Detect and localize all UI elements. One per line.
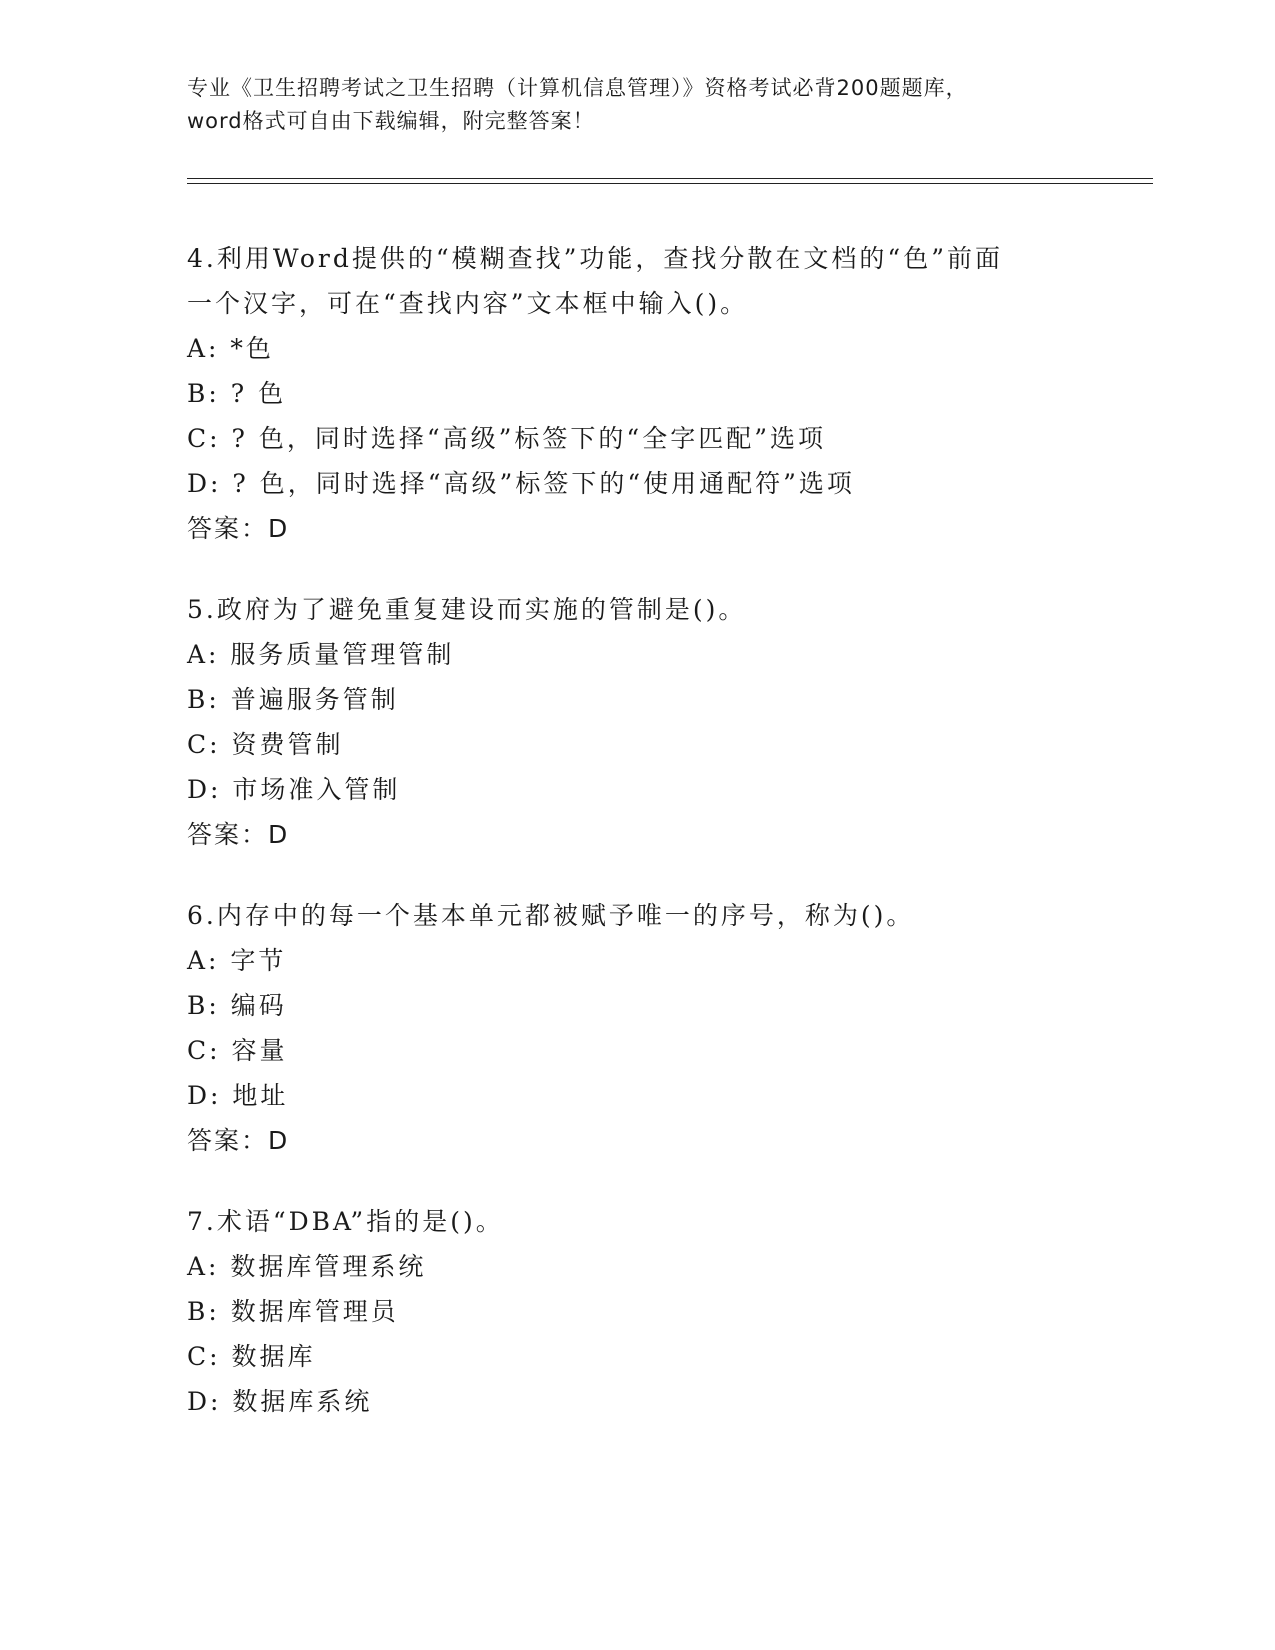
question-stem-line: 一个汉字，可在“查找内容”文本框中输入()。 (187, 289, 749, 318)
option-a: A: 服务质量管理管制 (187, 640, 455, 669)
option-a: A: 字节 (187, 946, 287, 975)
question-4 (187, 236, 1167, 551)
option-b: B: 普遍服务管制 (187, 685, 399, 714)
question-6 (187, 893, 1167, 1163)
question-stem-line: 7.术语“DBA”指的是()。 (187, 1207, 504, 1236)
option-a: A: 数据库管理系统 (187, 1252, 427, 1281)
header-divider-bottom (187, 183, 1153, 184)
option-c: C: 资费管制 (187, 730, 344, 759)
question-stem-line: 4.利用Word提供的“模糊查找”功能，查找分散在文档的“色”前面 (187, 244, 1003, 273)
option-c: C: 数据库 (187, 1342, 316, 1371)
option-b: B: 编码 (187, 991, 287, 1020)
header-line-2: word格式可自由下载编辑，附完整答案！ (187, 109, 595, 133)
option-c: C: 容量 (187, 1036, 288, 1065)
option-b: B: 数据库管理员 (187, 1297, 399, 1326)
question-stem (187, 1199, 1167, 1244)
question-stem (187, 236, 1167, 326)
answer-label: 答案：D (187, 820, 290, 849)
question-7 (187, 1199, 1167, 1424)
question-stem (187, 893, 1167, 938)
question-stem-line: 5.政府为了避免重复建设而实施的管制是()。 (187, 595, 747, 624)
question-stem-line: 6.内存中的每一个基本单元都被赋予唯一的序号，称为()。 (187, 901, 915, 930)
document-header (187, 72, 1087, 138)
question-list (187, 236, 1167, 1460)
option-a: A: *色 (187, 334, 274, 363)
option-d: D: ? 色，同时选择“高级”标签下的“使用通配符”选项 (187, 469, 855, 498)
option-d: D: 市场准入管制 (187, 775, 401, 804)
answer-label: 答案：D (187, 1126, 290, 1155)
option-c: C: ? 色，同时选择“高级”标签下的“全字匹配”选项 (187, 424, 826, 453)
option-d: D: 地址 (187, 1081, 289, 1110)
header-line-1: 专业《卫生招聘考试之卫生招聘（计算机信息管理）》资格考试必背200题题库， (187, 76, 968, 100)
answer-label: 答案：D (187, 514, 290, 543)
header-divider-top (187, 178, 1153, 179)
option-b: B: ? 色 (187, 379, 287, 408)
question-5 (187, 587, 1167, 857)
option-d: D: 数据库系统 (187, 1387, 373, 1416)
question-stem (187, 587, 1167, 632)
